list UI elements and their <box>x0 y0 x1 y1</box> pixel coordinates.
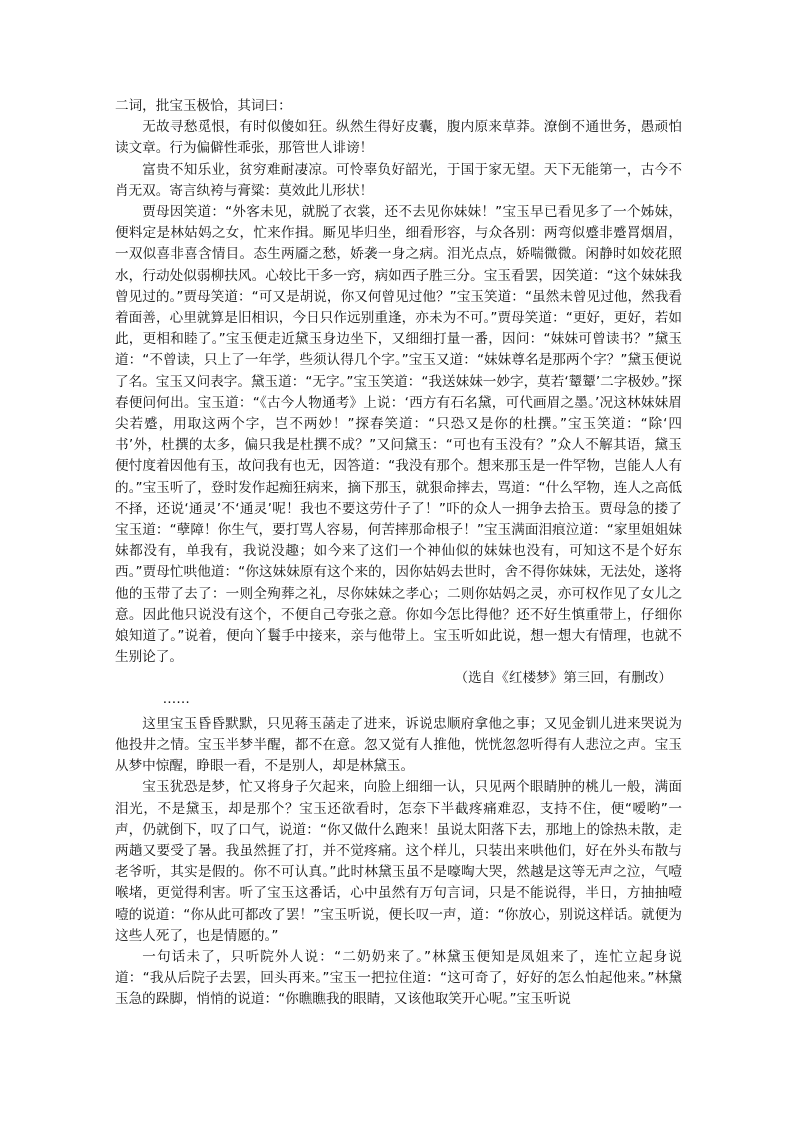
paragraph-poem-1: 无故寻愁觅恨，有时似傻如狂。纵然生得好皮囊，腹内原来草莽。潦倒不通世务，愚顽怕读文章。行为偏僻性乖张，那管世人诽谤！ <box>115 119 682 157</box>
paragraph-main: 贾母因笑道：“外客未见，就脱了衣裳，还不去见你妹妹！”宝玉早已看见多了一个姊妹，便料定是林姑妈之女，忙来作揖。厮见毕归坐，细看形容，与众各别：两弯似蹙非蹙罥烟眉，一双似喜非喜含情目。态生两靥之愁，娇袭一身之病。泪光点点，娇喘微微。闲静时如姣花照水，行动处似弱柳扶风。心较比干多一窍，病如西子胜三分。宝玉看罢，因笑道：“这个妹妹我曾见过的。”贾母笑道：“可又是胡说，你又何曾见过他？”宝玉笑道：“虽然未曾见过他，然我看着面善，心里就算是旧相识，今日只作远别重逢，亦未为不可。”贾母笑道：“更好，更好，若如此，更相和睦了。”宝玉便走近黛玉身边坐下，又细细打量一番，因问：“妹妹可曾读书？”黛玉道：“不曾读，只上了一年学，些须认得几个字。”宝玉又道：“妹妹尊名是那两个字？”黛玉便说了名。宝玉又问表字。黛玉道：“无字。”宝玉笑道：“我送妹妹一妙字，莫若‘颦颦’二字极妙。”探春便问何出。宝玉道：“《古今人物通考》上说：‘西方有石名黛，可代画眉之墨。’况这林妹妹眉尖若蹙，用取这两个字，岂不两妙！”探春笑道：“只恐又是你的杜撰。”宝玉笑道：“除‘四书’外，杜撰的太多，偏只我是杜撰不成？”又问黛玉：“可也有玉没有？”众人不解其语，黛玉便忖度着因他有玉，故问我有也无，因答道：“我没有那个。想来那玉是一件罕物，岂能人人有的。”宝玉听了，登时发作起痴狂病来，摘下那玉，就狠命摔去，骂道：“什么罕物，连人之高低不择，还说‘通灵’不‘通灵’呢！我也不要这劳什子了！”吓的众人一拥争去拾玉。贾母急的搂了宝玉道：“孽障！你生气，要打骂人容易，何苦摔那命根子！”宝玉满面泪痕泣道：“家里姐姐妹妹都没有，单我有，我说没趣；如今来了这们一个神仙似的妹妹也没有，可知这不是个好东西。”贾母忙哄他道：“你这妹妹原有这个来的，因你姑妈去世时，舍不得你妹妹，无法处，遂将他的玉带了去了：一则全殉葬之礼，尽你妹妹之孝心；二则你姑妈之灵，亦可权作见了女儿之意。因此他只说没有这个，不便自己夸张之意。你如今怎比得他？还不好生慎重带上，仔细你娘知道了。”说着，便向丫鬟手中接来，亲与他带上。宝玉听如此说，想一想大有情理，也就不生别论了。 <box>115 204 682 666</box>
paragraph-poem-2: 富贵不知乐业，贫穷难耐凄凉。可怜辜负好韶光，于国于家无望。天下无能第一，古今不肖无双。寄言纨袴与膏粱：莫效此儿形状！ <box>115 161 682 199</box>
ellipsis: …… <box>162 690 190 707</box>
body-text <box>115 96 682 1011</box>
paragraph-second-1: 这里宝玉昏昏默默，只见蒋玉菡走了进来，诉说忠顺府拿他之事；又见金钏儿进来哭说为他投井之情。宝玉半梦半醒，都不在意。忽又觉有人推他，恍恍忽忽听得有人悲泣之声。宝玉从梦中惊醒，睁眼一看，不是别人，却是林黛玉。 <box>115 715 682 775</box>
paragraph-intro: 二词，批宝玉极恰，其词曰： <box>115 98 292 114</box>
paragraph-second-3: 一句话未了，只听院外人说：“二奶奶来了。”林黛玉便知是凤姐来了，连忙立起身说道：“我从后院子去罢，回头再来。”宝玉一把拉住道：“这可奇了，好好的怎么怕起他来。”林黛玉急的跺脚，悄悄的说道：“你瞧瞧我的眼睛，又该他取笑开心呢。”宝玉听说 <box>115 948 682 1008</box>
paragraph-second-2: 宝玉犹恐是梦，忙又将身子欠起来，向脸上细细一认，只见两个眼睛肿的桃儿一般，满面泪光，不是黛玉，却是那个？宝玉还欲看时，怎奈下半截疼痛难忍，支持不住，便“嗳哟”一声，仍就倒下，叹了口气，说道：“你又做什么跑来！虽说太阳落下去，那地上的馀热未散，走两趟又要受了暑。我虽然捱了打，并不觉疼痛。这个样儿，只装出来哄他们，好在外头布散与老爷听，其实是假的。你不可认真。”此时林黛玉虽不是嚎啕大哭，然越是这等无声之泣，气噎喉堵，更觉得利害。听了宝玉这番话，心中虽然有万句言词，只是不能说得，半日，方抽抽噎噎的说道：“你从此可都改了罢！”宝玉听说，便长叹一声，道：“你放心，别说这样话。就便为这些人死了，也是情愿的。” <box>115 779 682 944</box>
source-citation: （选自《红楼梦》第三回，有删改） <box>454 670 672 687</box>
